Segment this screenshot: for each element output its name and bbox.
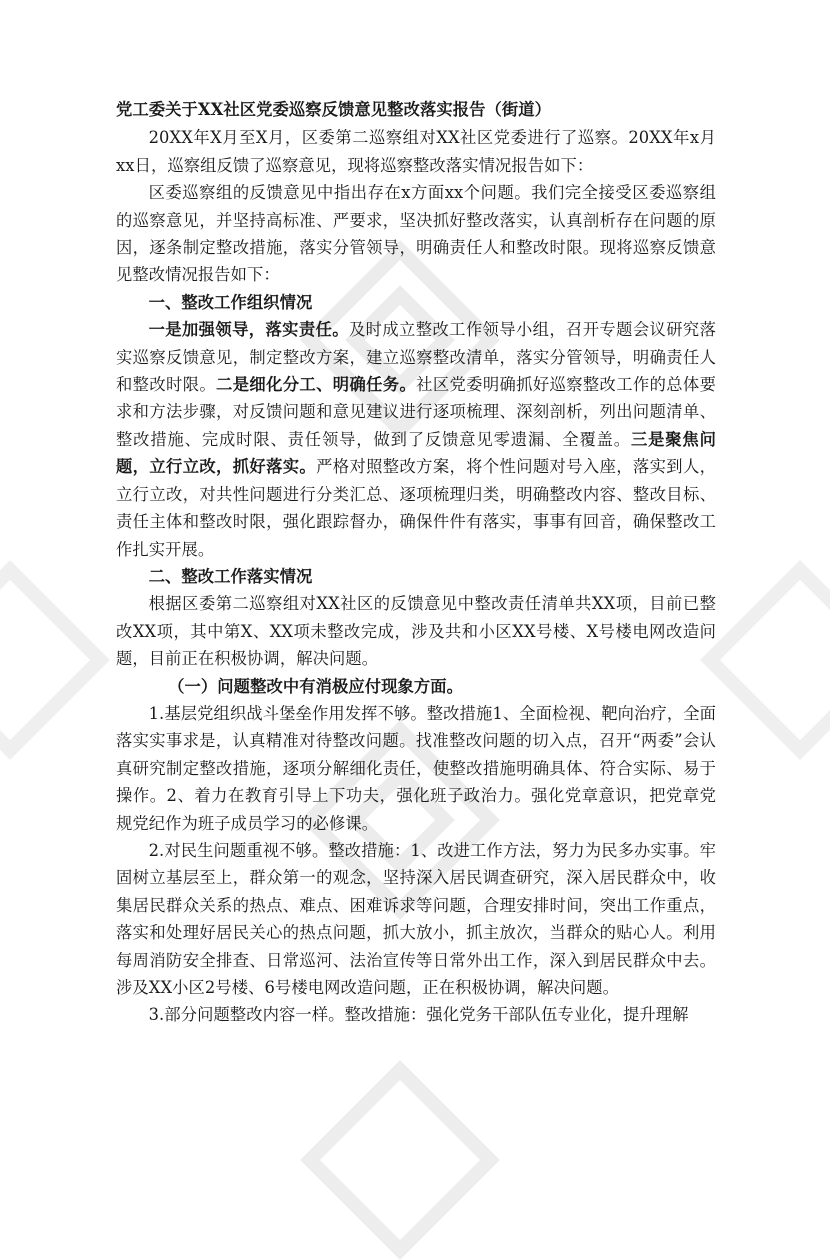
- section-heading: 一、整改工作组织情况: [148, 292, 313, 312]
- list-item: 1.基层党组织战斗堡垒作用发挥不够。整改措施1、全面检视、靶向治疗，全面落实实事求是，认真精准对待整改问题。找准整改问题的切入点，召开“两委”会认真研究制定整改措施，逐项分解细化责任，使整改措施明确具体、符合实际、易于操作。2、着力在教育引导上下功夫，强化班子政治力。强化党章意识，把党章党规党纪作为班子成员学习的必修课。: [116, 703, 716, 833]
- lead-phrase: 三是聚焦问题，立行立改，抓好落实。: [116, 429, 716, 477]
- paragraph-text: 社区党委明确抓好巡察整改工作的总体要求和方法步骤，对反馈问题和意见建议进行逐项梳理、深刻剖析，列出问题清单、整改措施、完成时限、责任领导，做到了反馈意见零遗漏、全覆盖。: [116, 375, 716, 449]
- document-title: 党工委关于XX社区党委巡察反馈意见整改落实报告（街道）: [116, 100, 551, 119]
- intro-paragraph: 20XX年X月至X月，区委第二巡察组对XX社区党委进行了巡察。20XX年x月xx日，巡察组反馈了巡察意见，现将巡察整改落实情况报告如下：: [116, 128, 716, 175]
- list-item: 3.部分问题整改内容一样。整改措施：强化党务干部队伍专业化，提升理解: [148, 1005, 689, 1025]
- intro-paragraph: 区委巡察组的反馈意见中指出存在x方面xx个问题。我们完全接受区委巡察组的巡察意见，并坚持高标准、严要求，坚决抓好整改落实，认真剖析存在问题的原因，逐条制定整改措施，落实分管领导，明确责任人和整改时限。现将巡察反馈意见整改情况报告如下：: [116, 183, 716, 285]
- subsection-heading: （一）问题整改中有消极应付现象方面。: [168, 676, 464, 696]
- body-paragraph: [116, 316, 716, 563]
- watermark-mark: [700, 560, 830, 760]
- document-body: [116, 96, 716, 1029]
- body-paragraph: 根据区委第二巡察组对XX社区的反馈意见中整改责任清单共XX项，目前已整改XX项，其中第X、XX项未整改完成，涉及共和小区XX号楼、X号楼电网改造问题，目前正在积极协调，解决问题。: [116, 594, 716, 669]
- lead-phrase: 一是加强领导，落实责任。: [148, 320, 349, 340]
- watermark-mark: [0, 560, 110, 760]
- paragraph-text: 严格对照整改方案，将个性问题对号入座，落实到人，立行立改，对共性问题进行分类汇总、逐项梳理归类，明确整改内容、整改目标、责任主体和整改时限，强化跟踪督办，确保件件有落实，事事有回音，确保整改工作扎实开展。: [116, 457, 717, 559]
- lead-phrase: 二是细化分工、明确任务。: [216, 375, 417, 395]
- watermark-mark: [300, 1060, 500, 1260]
- list-item: 2.对民生问题重视不够。整改措施：1、改进工作方法，努力为民多办实事。牢固树立基层至上，群众第一的观念，坚持深入居民调查研究，深入居民群众中，收集居民群众关系的热点、难点、困难诉求等问题，合理安排时间，突出工作重点，落实和处理好居民关心的热点问题，抓大放小，抓主放次，当群众的贴心人。利用每周消防安全排查、日常巡河、法治宣传等日常外出工作，深入到居民群众中去。涉及XX小区2号楼、6号楼电网改造问题，正在积极协调，解决问题。: [116, 840, 716, 997]
- section-heading: 二、整改工作落实情况: [148, 566, 313, 586]
- paragraph-text: 及时成立整改工作领导小组，召开专题会议研究落实巡察反馈意见，制定整改方案，建立巡察整改清单，落实分管领导，明确责任人和整改时限。: [116, 320, 717, 395]
